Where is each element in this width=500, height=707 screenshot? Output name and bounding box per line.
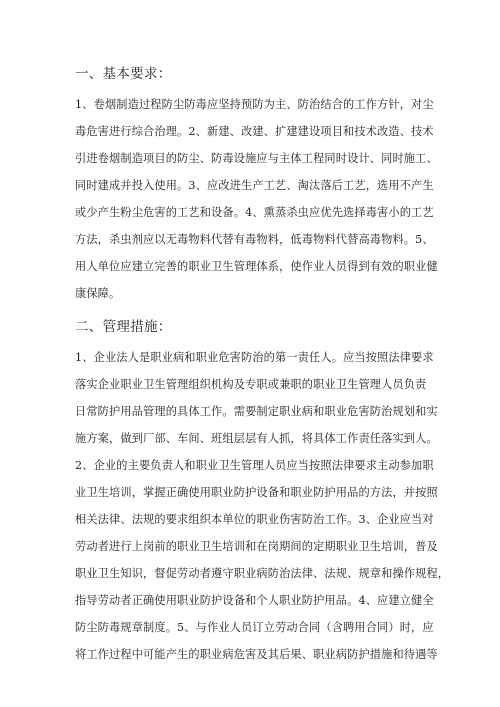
paragraph-line: 业卫生培训，掌握正确使用职业防护设备和职业防护用品的方法，并按照 (75, 486, 438, 499)
section-heading-management-measures: 二、管理措施： (75, 319, 172, 335)
paragraph-line: 毒危害进行综合治理。2、新建、改建、扩建建设项目和技术改造、技术 (75, 125, 434, 138)
paragraph-line: 职业卫生知识，督促劳动者遵守职业病防治法律、法规、规章和操作规程， (75, 567, 450, 580)
paragraph-line: 1、卷烟制造过程防尘防毒应坚持预防为主、防治结合的工作方针，对尘 (75, 98, 434, 111)
paragraph-line: 康保障。 (75, 287, 121, 300)
paragraph-line: 施方案，做到厂部、车间、班组层层有人抓，将具体工作责任落实到人。 (75, 432, 438, 445)
paragraph-line: 劳动者进行上岗前的职业卫生培训和在岗期间的定期职业卫生培训，普及 (75, 540, 438, 553)
paragraph-line: 指导劳动者正确使用职业防护设备和个人职业防护用品。4、应建立健全 (75, 594, 434, 607)
section-heading-basic-requirements: 一、基本要求： (75, 66, 172, 82)
paragraph-line: 日常防护用品管理的具体工作。需要制定职业病和职业危害防治规划和实 (75, 405, 438, 418)
paragraph-line: 防尘防毒规章制度。5、与作业人员订立劳动合同（含聘用合同）时，应 (75, 621, 434, 634)
paragraph-line: 用人单位应建立完善的职业卫生管理体系，使作业人员得到有效的职业健 (75, 260, 438, 273)
paragraph-line: 落实企业职业卫生管理组织机构及专职或兼职的职业卫生管理人员负责 (75, 378, 427, 391)
paragraph-line: 相关法律、法规的要求组织本单位的职业伤害防治工作。3、企业应当对 (75, 513, 434, 526)
paragraph-line: 引进卷烟制造项目的防尘、防毒设施应与主体工程同时设计、同时施工、 (75, 152, 438, 165)
paragraph-line: 将工作过程中可能产生的职业病危害及其后果、职业病防护措施和待遇等 (75, 648, 438, 661)
paragraph-line: 2、企业的主要负责人和职业卫生管理人员应当按照法律要求主动参加职 (75, 459, 434, 472)
paragraph-line: 或少产生粉尘危害的工艺和设备。4、熏蒸杀虫应优先选择毒害小的工艺 (75, 206, 434, 219)
paragraph-line: 同时建成并投入使用。3、应改进生产工艺、淘汰落后工艺，选用不产生 (75, 179, 434, 192)
paragraph-line: 方法，杀虫剂应以无毒物料代替有毒物料，低毒物料代替高毒物料。5、 (75, 233, 434, 246)
paragraph-line: 1、企业法人是职业病和职业危害防治的第一责任人。应当按照法律要求 (75, 351, 434, 364)
